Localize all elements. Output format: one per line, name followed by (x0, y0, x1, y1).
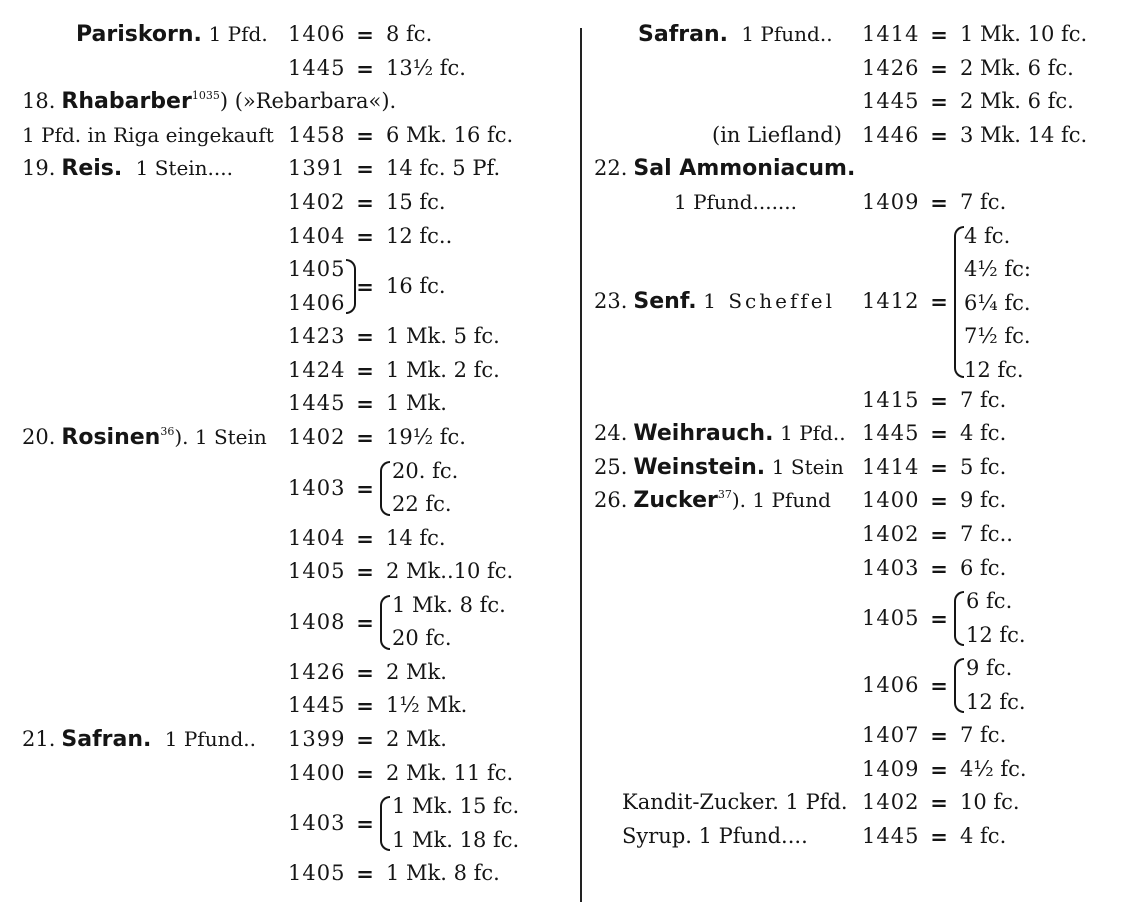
item-name: Sal Ammoniacum. (633, 156, 856, 182)
price: 9 fc. (966, 656, 1013, 681)
entry-row (594, 52, 1120, 86)
year: 1400 (862, 488, 920, 513)
equals-sign: = (356, 475, 374, 501)
year: 1403 (862, 555, 920, 580)
price: 2 Mk. 6 fc. (960, 55, 1074, 80)
price: 2 Mk. (386, 726, 447, 751)
price: 1 Mk. 8 fc. (392, 592, 506, 617)
price: 7 fc.. (960, 521, 1013, 546)
item-unit: 1 Pfd. in Riga eingekauft (22, 122, 274, 147)
equals-sign: = (930, 189, 948, 215)
equals-sign: = (930, 823, 948, 849)
item-name: Reis. (61, 156, 123, 182)
year: 1404 (288, 525, 346, 550)
entry-row (22, 555, 568, 589)
year: 1445 (862, 823, 920, 848)
item-number: 19. (22, 156, 56, 181)
price: 7½ fc. (964, 324, 1031, 349)
price: 4 fc. (960, 421, 1007, 446)
equals-sign: = (930, 723, 948, 749)
equals-sign: = (356, 324, 374, 350)
entry-row (22, 421, 568, 455)
price: 14 fc. 5 Pf. (386, 156, 501, 181)
year: 1445 (288, 55, 346, 80)
entry-row (594, 552, 1120, 586)
item-unit: 1 Pfd.. (780, 421, 846, 446)
price: 10 fc. (960, 790, 1020, 815)
left-brace (380, 796, 390, 851)
year: 1445 (862, 89, 920, 114)
item-name: Zucker (633, 488, 718, 514)
year: 1426 (862, 55, 920, 80)
price: 1 Mk. 2 fc. (386, 357, 500, 382)
item-heading (594, 152, 1120, 186)
item-name: Senf. (633, 288, 697, 314)
equals-sign: = (356, 189, 374, 215)
year: 1445 (288, 391, 346, 416)
item-unit: 1 Scheffel (703, 288, 835, 313)
entry-row (594, 119, 1120, 153)
year: 1404 (288, 223, 346, 248)
entry-row (22, 52, 568, 86)
year: 1445 (288, 693, 346, 718)
entry-row (22, 18, 568, 52)
equals-sign: = (356, 559, 374, 585)
year: 1403 (288, 475, 346, 500)
equals-sign: = (356, 525, 374, 551)
year: 1406 (288, 290, 346, 315)
entry-row (594, 451, 1120, 485)
item-name: Weinstein. (633, 454, 766, 480)
item-number: 18. (22, 89, 56, 114)
item-name: Pariskorn. (76, 22, 202, 47)
equals-sign: = (930, 421, 948, 447)
equals-sign: = (930, 488, 948, 514)
year: 1414 (862, 22, 920, 46)
price: 19½ fc. (386, 424, 466, 449)
item-number: 26. (594, 488, 628, 513)
price: 1 Mk. (386, 391, 447, 416)
item-number: 24. (594, 421, 628, 446)
price: 12 fc. (964, 357, 1024, 382)
entry-row (22, 354, 568, 388)
entry-row (594, 85, 1120, 119)
item-name: Weihrauch. (633, 421, 774, 447)
item-number: 20. (22, 424, 56, 449)
item-unit: 1 Pfund.. (741, 22, 833, 46)
year: 1408 (288, 609, 346, 634)
price: 4½ fc: (964, 257, 1031, 282)
price: 1 Mk. 5 fc. (386, 324, 500, 349)
price: 15 fc. (386, 189, 446, 214)
equals-sign: = (356, 726, 374, 752)
equals-sign: = (930, 521, 948, 547)
equals-sign: = (356, 55, 374, 81)
equals-sign: = (930, 555, 948, 581)
price: 3 Mk. 14 fc. (960, 122, 1088, 147)
entry-row (594, 820, 1120, 854)
item-name: Rhabarber (61, 89, 192, 115)
grouped-prices-row (22, 790, 568, 857)
entry-row (22, 186, 568, 220)
price: 6 Mk. 16 fc. (386, 122, 514, 147)
item-name: Safran. (61, 726, 152, 752)
price: 6¼ fc. (964, 290, 1031, 315)
year: 1405 (288, 861, 346, 886)
equals-sign: = (930, 22, 948, 47)
entry-row (22, 689, 568, 723)
year: 1402 (288, 189, 346, 214)
item-unit: 1 Pfund....... (674, 189, 798, 214)
year: 1409 (862, 189, 920, 214)
item-number: 22. (594, 156, 628, 181)
equals-sign: = (356, 760, 374, 786)
grouped-years-row (22, 253, 568, 320)
equals-sign: = (356, 609, 374, 635)
year: 1405 (288, 257, 346, 282)
year: 1406 (862, 673, 920, 698)
year: 1405 (862, 606, 920, 631)
price: 2 Mk. 11 fc. (386, 760, 514, 785)
left-brace (380, 461, 390, 516)
entry-row (594, 786, 1120, 820)
item-name: Rosinen (61, 424, 161, 450)
equals-sign: = (356, 659, 374, 685)
equals-sign: = (930, 89, 948, 115)
grouped-prices-row (22, 589, 568, 656)
item-unit: 1 Stein.... (135, 156, 233, 181)
item-name: Safran. (638, 22, 728, 47)
year: 1402 (862, 521, 920, 546)
column-divider (580, 28, 582, 902)
price: 6 fc. (966, 589, 1013, 614)
price: 13½ fc. (386, 55, 466, 80)
equals-sign: = (930, 454, 948, 480)
price: 1 Mk. 15 fc. (392, 794, 520, 819)
entry-row (22, 522, 568, 556)
year: 1399 (288, 726, 346, 751)
year: 1391 (288, 156, 346, 181)
equals-sign: = (930, 122, 948, 148)
entry-row (22, 757, 568, 791)
entry-row (594, 719, 1120, 753)
footnote-ref: 1035 (191, 89, 220, 103)
price: 14 fc. (386, 525, 446, 550)
equals-sign: = (930, 55, 948, 81)
entry-row (22, 152, 568, 186)
year: 1406 (288, 22, 346, 46)
year: 1409 (862, 756, 920, 781)
left-brace (954, 658, 964, 713)
item-number: 25. (594, 454, 628, 479)
item-unit: 1 Pfd. (208, 22, 268, 46)
entry-row (22, 119, 568, 153)
item-unit: ). 1 Pfund (731, 488, 831, 513)
year: 1407 (862, 723, 920, 748)
price: 7 fc. (960, 387, 1007, 412)
year: 1402 (862, 790, 920, 815)
grouped-prices-row (594, 220, 1120, 384)
price: 7 fc. (960, 723, 1007, 748)
entry-row (22, 320, 568, 354)
entry-row (594, 484, 1120, 518)
equals-sign: = (356, 861, 374, 887)
equals-sign: = (356, 223, 374, 249)
left-column (22, 18, 568, 891)
item-label: Kandit-Zucker. 1 Pfd. (622, 790, 848, 815)
left-brace (954, 591, 964, 646)
price: 4 fc. (964, 223, 1011, 248)
year: 1426 (288, 659, 346, 684)
equals-sign: = (356, 357, 374, 383)
grouped-prices-row (594, 585, 1120, 652)
equals-sign: = (930, 387, 948, 413)
year: 1415 (862, 387, 920, 412)
equals-sign: = (356, 811, 374, 837)
grouped-prices-row (22, 455, 568, 522)
left-brace (380, 595, 390, 650)
item-unit: 1 Stein (771, 454, 844, 479)
price: 4 fc. (960, 823, 1007, 848)
item-unit: ). 1 Stein (174, 424, 267, 449)
equals-sign: = (356, 274, 374, 300)
year: 1412 (862, 288, 920, 313)
year: 1445 (862, 421, 920, 446)
item-number: 21. (22, 726, 56, 751)
entry-row (594, 186, 1120, 220)
entry-row (594, 384, 1120, 418)
price: 2 Mk. 6 fc. (960, 89, 1074, 114)
equals-sign: = (356, 693, 374, 719)
price: 12 fc. (966, 622, 1026, 647)
year: 1400 (288, 760, 346, 785)
price: 5 fc. (960, 454, 1007, 479)
entry-row (22, 723, 568, 757)
price: 4½ fc. (960, 756, 1027, 781)
item-number: 23. (594, 288, 628, 313)
footnote-ref: 36 (160, 424, 175, 438)
entry-row (22, 387, 568, 421)
price: 8 fc. (386, 22, 433, 46)
entry-row (22, 656, 568, 690)
price: 12 fc.. (386, 223, 453, 248)
equals-sign: = (930, 756, 948, 782)
equals-sign: = (356, 122, 374, 148)
grouped-prices-row (594, 652, 1120, 719)
equals-sign: = (930, 673, 948, 699)
price: 2 Mk. (386, 659, 447, 684)
equals-sign: = (356, 22, 374, 47)
price: 12 fc. (966, 689, 1026, 714)
entry-row (594, 417, 1120, 451)
price: 9 fc. (960, 488, 1007, 513)
equals-sign: = (930, 790, 948, 816)
year: 1402 (288, 424, 346, 449)
year: 1423 (288, 324, 346, 349)
item-label: Syrup. 1 Pfund.... (622, 823, 808, 848)
equals-sign: = (930, 606, 948, 632)
entry-row (594, 18, 1120, 52)
equals-sign: = (356, 156, 374, 182)
year: 1405 (288, 559, 346, 584)
right-column (594, 18, 1120, 854)
entry-row (22, 857, 568, 891)
equals-sign: = (930, 288, 948, 314)
price: 2 Mk..10 fc. (386, 559, 514, 584)
price: 16 fc. (386, 274, 446, 299)
year: 1403 (288, 811, 346, 836)
price: 1 Mk. 18 fc. (392, 827, 520, 852)
item-heading (22, 85, 568, 119)
left-brace (954, 226, 964, 378)
entry-row (22, 220, 568, 254)
entry-row (594, 753, 1120, 787)
price: 6 fc. (960, 555, 1007, 580)
region-note: (in Liefland) (712, 122, 842, 147)
year: 1424 (288, 357, 346, 382)
equals-sign: = (356, 391, 374, 417)
item-note: ) (»Rebarbara«). (219, 89, 397, 114)
price: 1 Mk. 10 fc. (960, 22, 1088, 46)
year: 1458 (288, 122, 346, 147)
entry-row (594, 518, 1120, 552)
price: 20. fc. (392, 458, 459, 483)
footnote-ref: 37 (717, 488, 732, 502)
price: 1 Mk. 8 fc. (386, 861, 500, 886)
price: 22 fc. (392, 492, 452, 517)
price: 20 fc. (392, 626, 452, 651)
equals-sign: = (356, 424, 374, 450)
year: 1446 (862, 122, 920, 147)
price: 1½ Mk. (386, 693, 468, 718)
year: 1414 (862, 454, 920, 479)
item-unit: 1 Pfund.. (164, 726, 256, 751)
price: 7 fc. (960, 189, 1007, 214)
